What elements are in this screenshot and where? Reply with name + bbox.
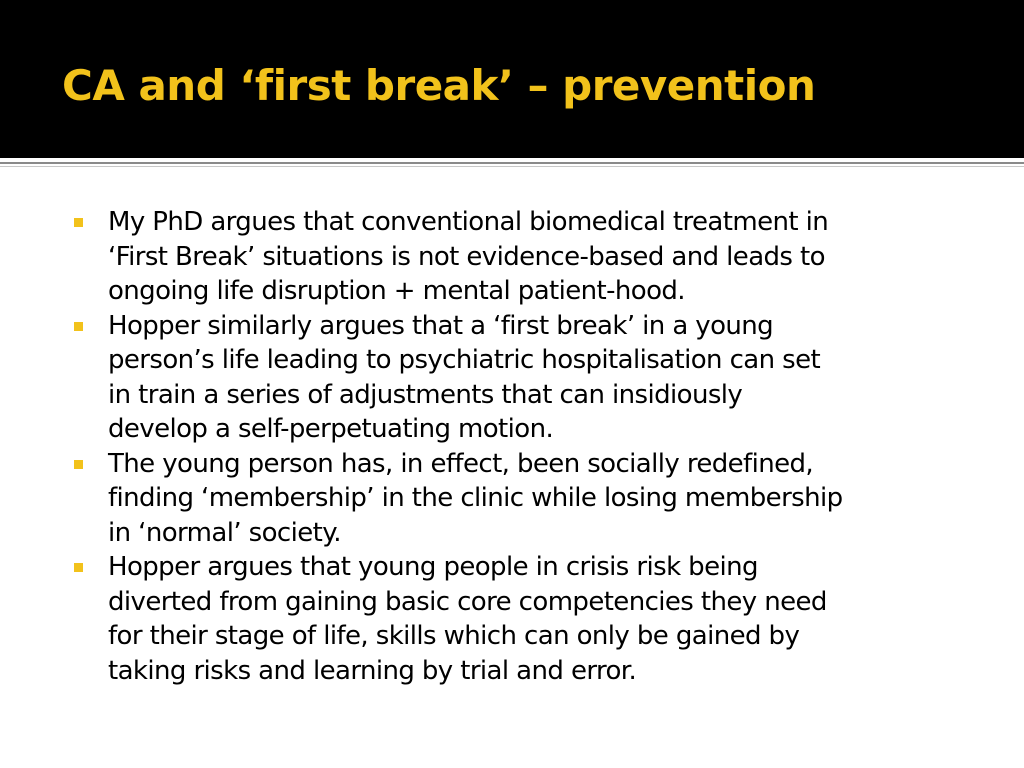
bullet-text-line: Hopper argues that young people in crisis risk being xyxy=(108,552,758,582)
title-divider-light xyxy=(0,166,1024,167)
bullet-text-line: develop a self-perpetuating motion. xyxy=(108,414,554,444)
square-bullet-icon xyxy=(74,563,83,572)
bullet-text-line: ‘First Break’ situations is not evidence-based and leads to xyxy=(108,241,825,272)
bullet-list xyxy=(72,205,972,688)
bullet-text-line: person’s life leading to psychiatric hospitalisation can set xyxy=(108,345,821,375)
square-bullet-icon xyxy=(74,218,83,227)
bullet-text-line: ongoing life disruption + mental patient-hood. xyxy=(108,276,685,306)
bullet-text-line: The young person has, in effect, been socially redefined, xyxy=(108,448,814,479)
bullet-text-line: My PhD argues that conventional biomedical treatment in xyxy=(108,207,829,237)
bullet-text-line: taking risks and learning by trial and error. xyxy=(108,655,637,686)
bullet-text-line: for their stage of life, skills which can only be gained by xyxy=(108,621,800,651)
square-bullet-icon xyxy=(74,322,83,331)
bullet-text-line: in ‘normal’ society. xyxy=(108,517,341,548)
bullet-text-line: diverted from gaining basic core competencies they need xyxy=(108,586,827,617)
slide-title: CA and ‘first break’ – prevention xyxy=(62,61,816,110)
square-bullet-icon xyxy=(74,460,83,469)
bullet-item xyxy=(72,550,972,688)
bullet-item xyxy=(72,447,972,551)
bullet-item xyxy=(72,205,972,309)
bullet-text-line: finding ‘membership’ in the clinic while losing membership xyxy=(108,483,843,513)
bullet-text-line: Hopper similarly argues that a ‘first break’ in a young xyxy=(108,310,774,341)
bullet-text-line: in train a series of adjustments that can insidiously xyxy=(108,379,743,410)
title-band xyxy=(0,0,1024,158)
title-divider-grey xyxy=(0,162,1024,164)
bullet-item xyxy=(72,309,972,447)
